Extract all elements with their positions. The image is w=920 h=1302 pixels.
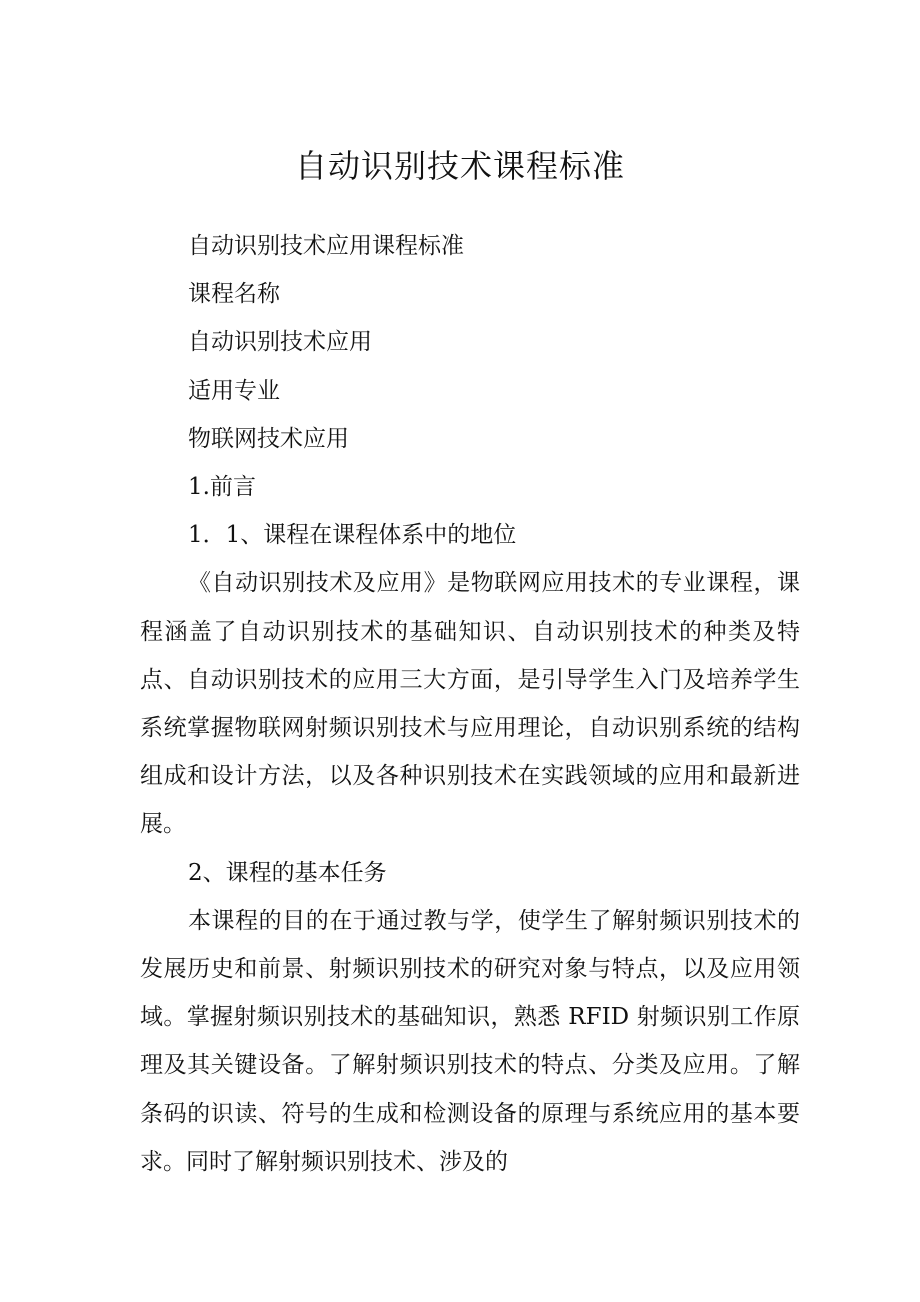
course-name-label: 课程名称 xyxy=(188,281,280,308)
paragraph-tasks: 本课程的目的在于通过教与学，使学生了解射频识别技术的发展历史和前景、射频识别技术的研究对象与特点，以及应用领域。掌握射频识别技术的基础知识，熟悉 RFID 射频识别工作原理及其关键设备。了解射频识别技术的特点、分类及应用。了解条码的识读、符号的生成和检测设备的原理与系统应用的基本要求。同时了解射频识别技术、涉及的 xyxy=(140,907,800,1175)
course-name-value: 自动识别技术应用 xyxy=(188,329,372,356)
document-body xyxy=(140,222,800,1186)
major-value: 物联网技术应用 xyxy=(188,425,349,452)
document-title: 自动识别技术课程标准 xyxy=(294,147,625,185)
paragraph-position: 《自动识别技术及应用》是物联网应用技术的专业课程，课程涵盖了自动识别技术的基础知识、自动识别技术的种类及特点、自动识别技术的应用三大方面，是引导学生入门及培养学生系统掌握物联网射频识别技术与应用理论，自动识别系统的结构组成和设计方法，以及各种识别技术在实践领域的应用和最新进展。 xyxy=(140,570,800,838)
subtitle-line: 自动识别技术应用课程标准 xyxy=(188,233,464,259)
section-heading-position: 1．1、课程在课程体系中的地位 xyxy=(188,522,517,549)
major-label: 适用专业 xyxy=(188,377,280,404)
section-heading-preface: 1.前言 xyxy=(188,474,256,501)
section-heading-tasks: 2、课程的基本任务 xyxy=(188,859,387,886)
